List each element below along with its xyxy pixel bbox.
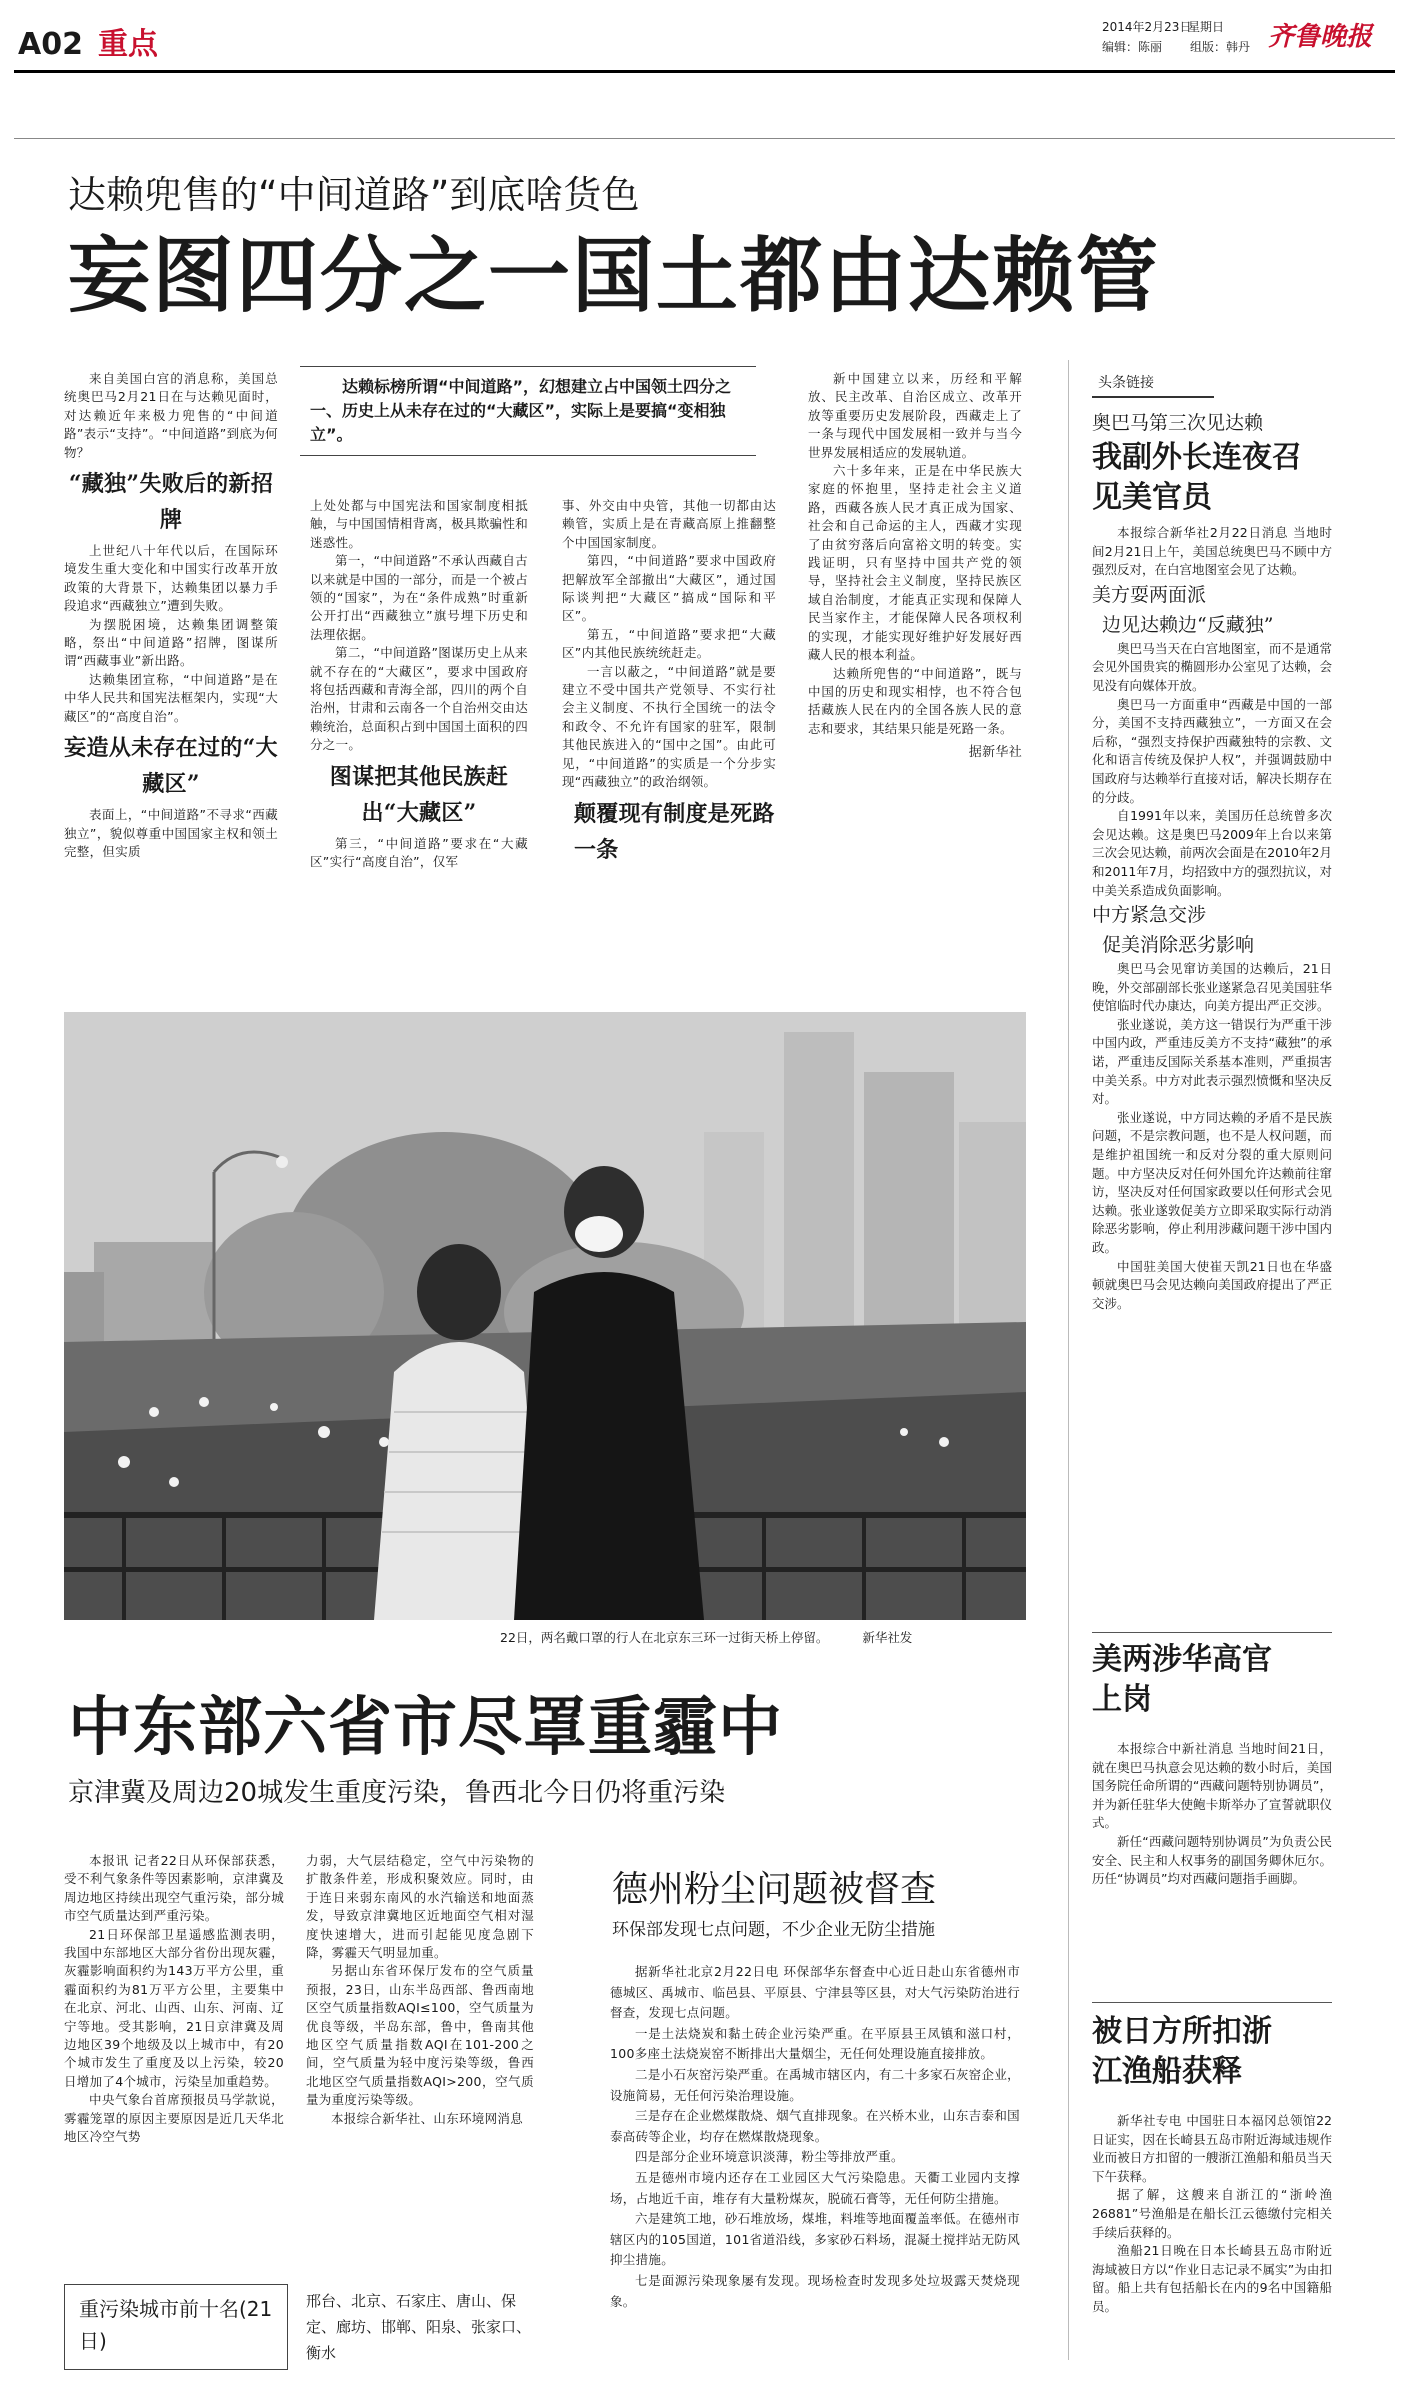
photo-scene [64,1012,1026,1620]
paragraph: 自1991年以来，美国历任总统曾多次会见达赖。这是奥巴马2009年上台以来第三次会见达赖，前两次会面是在2010年2月和2011年7月，均招致中方的强烈抗议，对中美关系造成负面影响。 [1092,808,1332,898]
main-headline: 妄图四分之一国土都由达赖管 [68,228,1161,324]
paragraph: 上世纪八十年代以后，在国际环境发生重大变化和中国实行改革开放政策的大背景下，达赖集团以暴力手段追求“西藏独立”遭到失败。 [64,543,278,614]
sidebar-rule-1 [1092,1632,1332,1633]
paragraph: 第一，“中间道路”不承认西藏自古以来就是中国的一部分，而是一个被占领的“国家”，为在“条件成熟”时重新公开打出“西藏独立”旗号埋下历史和法理依据。 [310,553,528,642]
paragraph: 事、外交由中央管，其他一切都由达赖管，实质上是在青藏高原上推翻整个中国国家制度。 [562,498,776,550]
sidebar-tag: 头条链接 [1092,370,1214,398]
paragraph: 另据山东省环保厅发布的空气质量预报，23日，山东半岛西部、鲁西南地区空气质量指数AQI≤100，空气质量为优良等级，半岛东部，鲁中，鲁南其他地区空气质量指数AQI在101-200之间，空气质量为轻中度污染等级，鲁西北地区空气质量指数AQI>200，空气质量为重度污染等级。 [306,1963,534,2108]
article-credit: 据新华社 [968,745,1022,761]
sidebar-story-2 [1092,1640,1332,1889]
subhead-3: 图谋把其他民族赶出“大藏区” [329,763,509,826]
paragraph: 据了解，这艘来自浙江的“浙岭渔26881”号渔船是在船长江云德缴付完相关手续后获释的。 [1092,2187,1332,2240]
paragraph: 张业遂说，中方同达赖的矛盾不是民族问题，不是宗教问题，也不是人权问题，而是维护祖国统一和反对分裂的重大原则问题。中方坚决反对任何外国允许达赖前往窜访，坚决反对任何国家政要以任何形式会见达赖。张业遂敦促美方立即采取实际行动消除恶劣影响，停止利用涉藏问题干涉中国内政。 [1092,1109,1332,1255]
paragraph: 二是小石灰窑污染严重。在禹城市辖区内，有二十多家石灰窑企业，设施简易，无任何污染治理设施。 [610,2066,1020,2103]
pull-quote [300,366,756,456]
smog-col-1 [64,1852,284,2147]
lead-paragraph: 来自美国白宫的消息称，美国总统奥巴马2月21日在与达赖见面时，对达赖近年来极力兜售的“中间道路”表示“支持”。“中间道路”到底为何物？ [64,371,278,460]
paragraph: 新华社专电 中国驻日本福冈总领馆22日证实，因在长崎县五岛市附近海域违规作业而被日方扣留的一艘浙江渔船和船员当天下午获释。 [1092,2113,1332,2184]
header-layout: 组版：韩丹 [1190,40,1251,54]
smog-headline: 中东部六省市尽罩重霾中 [68,1690,783,1765]
paragraph: 本报综合中新社消息 当地时间21日，就在奥巴马执意会见达赖的数小时后，美国国务院任命所谓的“西藏问题特别协调员”，并为新任驻华大使鲍卡斯举办了宣誓就职仪式。 [1092,1741,1332,1831]
paragraph: 新中国建立以来，历经和平解放、民主改革、自治区成立、改革开放等重要历史发展阶段，西藏走上了一条与现代中国发展相一致并与当今世界发展相适应的发展轨道。 [808,371,1022,460]
paragraph: 四是部分企业环境意识淡薄，粉尘等排放严重。 [635,2149,904,2165]
paragraph: 一言以蔽之，“中间道路”就是要建立不受中国共产党领导、不实行社会主义制度、不执行全国统一的法令和政令、不允许有国家的驻军，限制其他民族进入的“国中之国”。由此可见，“中间道路”的实质是一个分步实现“西藏独立”的政治纲领。 [562,663,776,790]
paragraph: 中国驻美国大使崔天凯21日也在华盛顿就奥巴马会见达赖向美国政府提出了严正交涉。 [1092,1258,1332,1311]
smog-col-2 [306,1852,534,2128]
main-col-4 [808,370,1022,763]
sidebar-headline-3: 被日方所扣浙江渔船获释 [1092,2014,1272,2089]
dezhou-headline: 德州粉尘问题被督查 [612,1869,937,1910]
dezhou-subhead: 环保部发现七点问题，不少企业无防尘措施 [612,1920,935,1940]
header-rule [14,70,1395,73]
sidebar [1092,370,1332,1313]
paragraph: 达赖所兜售的“中间道路”，既与中国的历史和现实相悖，也不符合包括藏族人民在内的全国各族人民的意志和要求，其结果只能是死路一条。 [808,665,1022,736]
cities-box [64,2284,288,2370]
main-kicker: 达赖兜售的“中间道路”到底啥货色 [68,173,640,217]
sidebar-sub-1a: 美方耍两面派 [1092,583,1207,606]
main-col-1 [64,370,278,861]
smog-subhead: 京津冀及周边20城发生重度污染，鲁西北今日仍将重污染 [68,1778,726,1808]
cities-list: 邢台、北京、石家庄、唐山、保定、廊坊、邯郸、阳泉、张家口、衡水 [306,2292,532,2362]
paragraph: 本报综合新华社、山东环境网消息 [331,2110,524,2126]
paragraph: 奥巴马会见窜访美国的达赖后，21日晚，外交部副部长张业遂紧急召见美国驻华使馆临时代办康达，向美方提出严正交涉。 [1092,961,1332,1014]
header-editor: 编辑：陈丽 [1102,40,1163,54]
paragraph: 奥巴马当天在白宫地图室，而不是通常会见外国贵宾的椭圆形办公室见了达赖，会见没有向媒体开放。 [1092,640,1332,693]
paragraph: 六十多年来，正是在中华民族大家庭的怀抱里，坚持走社会主义道路，西藏各族人民才真正成为国家、社会和自己命运的主人，西藏才实现了由贫穷落后向富裕文明的转变。实践证明，只有坚持中国共产党的领导，坚持社会主义制度，坚持民族区域自治制度，才能真正实现和保障人民当家作主，才能保障人民各项权利的实现，才能实现好维护好发展好西藏人民的根本利益。 [808,463,1022,663]
paragraph: 力弱，大气层结稳定，空气中污染物的扩散条件差，形成积聚效应。同时，由于连日来弱东南风的水汽输送和地面蒸发，导致京津冀地区近地面空气相对湿度快速增大，进而引起能见度急剧下降，雾霾天气明显加重。 [306,1853,534,1961]
sidebar-rule-2 [1092,2002,1332,2003]
paragraph: 张业遂说，美方这一错误行为严重干涉中国内政，严重违反美方不支持“藏独”的承诺，严重违反国际关系基本准则，严重损害中美关系。中方对此表示强烈愤慨和坚决反对。 [1092,1016,1332,1107]
sidebar-headline-2: 美两涉华高官上岗 [1092,1642,1272,1717]
sidebar-sub-2a: 中方紧急交涉 [1092,904,1207,927]
pull-quote-text: 达赖标榜所谓“中间道路”，幻想建立占中国领土四分之一、历史上从未存在过的“大藏区”，实际上是要搞“变相独立”。 [310,377,732,444]
paragraph: 据新华社北京2月22日电 环保部华东督查中心近日赴山东省德州市德城区、禹城市、临邑县、平原县、宁津县等区县，对大气污染防治进行督查，发现七点问题。 [610,1964,1020,2021]
paragraph: 21日环保部卫星遥感监测表明，我国中东部地区大部分省份出现灰霾，灰霾影响面积约为143万平方公里，重霾面积约为81万平方公里，主要集中在北京、河北、山西、山东、河南、辽宁等地。受其影响，21日京津冀及周边地区39个地级及以上城市中，有20个城市发生了重度及以上污染，较20日增加了4个城市，污染呈加重趋势。 [64,1926,284,2089]
header-date: 2014年2月23日 [1102,20,1192,34]
main-col-2 [310,497,528,872]
paragraph: 第三，“中间道路”要求在“大藏区”实行“高度自治”，仅军 [310,835,528,870]
paragraph: 渔船21日晚在日本长崎县五岛市附近海域被日方以“作业日志记录不属实”为由扣留。船上共有包括船长在内的9名中国籍船员。 [1092,2243,1332,2314]
paper-logo: 齐鲁晚报 [1268,22,1373,52]
paragraph: 五是德州市境内还存在工业园区大气污染隐患。天衢工业园内支撑场，占地近千亩，堆存有大量粉煤灰，脱硫石膏等，无任何防尘措施。 [610,2169,1020,2206]
paragraph: 表面上，“中间道路”不寻求“西藏独立”，貌似尊重中国国家主权和领土完整，但实质 [64,807,278,859]
paragraph: 新任“西藏问题特别协调员”为负责公民安全、民主和人权事务的副国务卿休厄尔。历任“协调员”均对西藏问题指手画脚。 [1092,1833,1332,1887]
paragraph: 第四，“中间道路”要求中国政府把解放军全部撤出“大藏区”，通过国际谈判把“大藏区”搞成“国际和平区”。 [562,553,776,624]
paragraph: 中央气象台首席预报员马学款说，雾霾笼罩的原因主要原因是近几天华北地区冷空气势 [64,2092,284,2145]
paragraph: 六是建筑工地，砂石堆放场，煤堆，料堆等地面覆盖率低。在德州市辖区内的105国道，101省道沿线，多家砂石料场，混凝土搅拌站无防风抑尘措施。 [610,2211,1020,2268]
cities-box-title: 重污染城市前十名(21日) [79,2297,273,2353]
paragraph: 第二，“中间道路”图谋历史上从来就不存在的“大藏区”，要求中国政府将包括西藏和青海全部，四川的两个自治州，甘肃和云南各一个自治州交由达赖统治，总面积占到中国国土面积的四分之一。 [310,645,528,753]
dezhou-body [610,1962,1020,2312]
paragraph: 达赖集团宣称，“中间道路”是在中华人民共和国宪法框架内，实现“大藏区”的“高度自治”。 [64,671,278,724]
title-rule [14,138,1395,139]
main-col-3 [562,497,776,872]
paragraph: 本报讯 记者22日从环保部获悉，受不利气象条件等因素影响，京津冀及周边地区持续出现空气重污染，部分城市空气质量达到严重污染。 [64,1853,284,1924]
section-name: 重点 [98,27,158,62]
paragraph: 上处处都与中国宪法和国家制度相抵触，与中国国情相背离，极具欺骗性和迷惑性。 [310,498,528,550]
sidebar-kicker-1: 奥巴马第三次见达赖 [1092,412,1264,434]
sidebar-headline-1: 我副外长连夜召见美官员 [1092,440,1302,515]
paragraph: 第五，“中间道路”要求把“大藏区”内其他民族统统赶走。 [562,626,776,661]
paragraph: 一是土法烧炭和黏土砖企业污染严重。在平原县王凤镇和滋口村，100多座土法烧炭窑不断排出大量烟尘，无任何处理设施直接排放。 [610,2025,1020,2062]
header-weekday: 星期日 [1188,20,1225,34]
subhead-4: 颠覆现有制度是死路一条 [574,800,775,863]
subhead-1: “藏独”失败后的新招牌 [68,471,274,534]
paragraph: 奥巴马一方面重申“西藏是中国的一部分，美国不支持西藏独立”，一方面又在会后称，“强烈支持保护西藏独特的宗教、文化和语言传统及保护人权”，并强调鼓励中国政府与达赖举行直接对话，解决长期存在的分歧。 [1092,696,1332,805]
news-photo [64,1012,1026,1620]
paragraph: 七是面源污染现象屡有发现。现场检查时发现多处垃圾露天焚烧现象。 [610,2272,1020,2309]
sidebar-sub-1b: 边见达赖边“反藏独” [1102,613,1274,636]
paragraph: 为摆脱困境，达赖集团调整策略，祭出“中间道路”招牌，图谋所谓“西藏事业”新出路。 [64,616,278,669]
sidebar-divider [1068,360,1069,2360]
paragraph: 本报综合新华社2月22日消息 当地时间2月21日上午，美国总统奥巴马不顾中方强烈反对，在白宫地图室会见了达赖。 [1092,525,1332,578]
sidebar-story-3 [1092,2012,1332,2317]
subhead-2: 妄造从未存在过的“大藏区” [64,735,278,798]
page-header [0,0,1409,70]
photo-caption-text: 22日，两名戴口罩的行人在北京东三环一过街天桥上停留。 [500,1630,829,1645]
photo-caption [500,1628,912,1646]
sidebar-sub-2b: 促美消除恶劣影响 [1102,934,1255,957]
paragraph: 三是存在企业燃煤散烧、烟气直排现象。在兴桥木业，山东吉泰和国泰高砖等企业，均存在燃煤散烧现象。 [610,2108,1020,2144]
photo-credit: 新华社发 [862,1630,913,1645]
page-code: A02 [18,27,83,62]
